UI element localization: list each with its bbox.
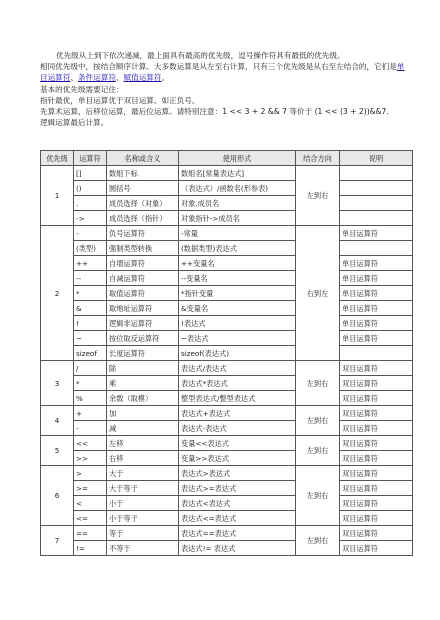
- operator-cell: *: [74, 286, 107, 301]
- note-cell: 双目运算符: [340, 511, 413, 526]
- name-cell: 长度运算符: [107, 346, 179, 361]
- name-cell: 大于: [107, 466, 179, 481]
- operator-cell: ==: [74, 526, 107, 541]
- intro-text: [40, 50, 410, 128]
- form-cell: 对象.成员名: [179, 196, 296, 211]
- table-row: [41, 496, 413, 511]
- assoc-cell: 左到右: [296, 361, 340, 406]
- name-cell: 加: [107, 406, 179, 421]
- assoc-cell: 左到右: [296, 436, 340, 466]
- name-cell: 乘: [107, 376, 179, 391]
- assoc-cell: 左到右: [296, 406, 340, 436]
- name-cell: 余数（取模）: [107, 391, 179, 406]
- header-operator: 运算符: [74, 151, 107, 166]
- conditional-operator-link[interactable]: 条件运算符: [77, 73, 116, 83]
- operator-cell: --: [74, 271, 107, 286]
- separator: 、: [70, 73, 78, 83]
- table-row: [41, 196, 413, 211]
- level-cell: 4: [41, 406, 74, 436]
- note-cell: [340, 211, 413, 226]
- operator-cell: ->: [74, 211, 107, 226]
- table-row: [41, 316, 413, 331]
- intro-line-2-text: 相同优先级中，按结合顺序计算。大多数运算是从左至右计算，只有三个优先级是从右至左结合的，它们是: [40, 62, 397, 72]
- header-name: 名称或含义: [107, 151, 179, 166]
- table-row: [41, 181, 413, 196]
- name-cell: 大于等于: [107, 481, 179, 496]
- table-row: [41, 346, 413, 361]
- note-cell: 双目运算符: [340, 481, 413, 496]
- name-cell: 自增运算符: [107, 256, 179, 271]
- form-cell: --变量名: [179, 271, 296, 286]
- operator-cell: (): [74, 181, 107, 196]
- name-cell: 小于: [107, 496, 179, 511]
- note-cell: [340, 181, 413, 196]
- note-cell: 双目运算符: [340, 466, 413, 481]
- note-cell: [340, 166, 413, 181]
- period: 。: [161, 73, 170, 83]
- name-cell: 成员选择（指针）: [107, 211, 179, 226]
- name-cell: 数组下标: [107, 166, 179, 181]
- note-cell: 双目运算符: [340, 436, 413, 451]
- operator-cell: %: [74, 391, 107, 406]
- note-cell: 双目运算符: [340, 361, 413, 376]
- note-cell: 单目运算符: [340, 256, 413, 271]
- operator-cell: .: [74, 196, 107, 211]
- form-cell: 对象指针->成员名: [179, 211, 296, 226]
- operator-cell: !: [74, 316, 107, 331]
- operator-cell: >: [74, 466, 107, 481]
- name-cell: 小于等于: [107, 511, 179, 526]
- table-row: [41, 466, 413, 481]
- intro-line-4: 指针最优，单目运算优于双目运算。如正负号。: [40, 95, 200, 105]
- table-row: [41, 451, 413, 466]
- form-cell: ~表达式: [179, 331, 296, 346]
- table-row: [41, 211, 413, 226]
- name-cell: 右移: [107, 451, 179, 466]
- form-cell: 表达式+表达式: [179, 406, 296, 421]
- separator: 、: [115, 73, 124, 83]
- form-cell: 表达式-表达式: [179, 421, 296, 436]
- header-form: 使用形式: [179, 151, 296, 166]
- form-cell: &变量名: [179, 301, 296, 316]
- operator-cell: /: [74, 361, 107, 376]
- operator-cell: +: [74, 406, 107, 421]
- note-cell: 双目运算符: [340, 496, 413, 511]
- operator-cell: sizeof: [74, 346, 107, 361]
- name-cell: 自减运算符: [107, 271, 179, 286]
- name-cell: 负号运算符: [107, 226, 179, 241]
- operator-cell: !=: [74, 541, 107, 556]
- operator-cell: -: [74, 421, 107, 436]
- note-cell: 双目运算符: [340, 376, 413, 391]
- name-cell: 逻辑非运算符: [107, 316, 179, 331]
- table-row: [41, 166, 413, 181]
- note-cell: 双目运算符: [340, 421, 413, 436]
- form-cell: 表达式/表达式: [179, 361, 296, 376]
- assoc-cell: 左到右: [296, 466, 340, 526]
- operator-cell: *: [74, 376, 107, 391]
- table-row: [41, 361, 413, 376]
- name-cell: 不等于: [107, 541, 179, 556]
- form-cell: 表达式!= 表达式: [179, 541, 296, 556]
- form-cell: 数组名[常量表达式]: [179, 166, 296, 181]
- name-cell: 强制类型转换: [107, 241, 179, 256]
- table-row: [41, 406, 413, 421]
- table-row: [41, 376, 413, 391]
- header-assoc: 结合方向: [296, 151, 340, 166]
- operator-cell: ++: [74, 256, 107, 271]
- note-cell: [340, 241, 413, 256]
- header-level: 优先级: [41, 151, 74, 166]
- operator-cell: []: [74, 166, 107, 181]
- operator-cell: (类型): [74, 241, 107, 256]
- intro-line-3: 基本的优先级需要记住：: [40, 84, 124, 94]
- assignment-operator-link[interactable]: 赋值运算符: [123, 73, 162, 83]
- table-row: [41, 526, 413, 541]
- name-cell: 等于: [107, 526, 179, 541]
- form-cell: *指针变量: [179, 286, 296, 301]
- table-row: [41, 436, 413, 451]
- operator-cell: ~: [74, 331, 107, 346]
- level-cell: 1: [41, 166, 74, 226]
- operator-cell: <<: [74, 436, 107, 451]
- table-row: [41, 301, 413, 316]
- operator-precedence-table: [40, 150, 413, 556]
- table-row: [41, 226, 413, 241]
- form-cell: （表达式）/函数名(形参表): [179, 181, 296, 196]
- note-cell: 单目运算符: [340, 301, 413, 316]
- table-body: [41, 166, 413, 556]
- header-note: 说明: [340, 151, 413, 166]
- unary-operator-link[interactable]: 单目运算符: [40, 62, 405, 83]
- table-row: [41, 286, 413, 301]
- level-cell: 2: [41, 226, 74, 361]
- name-cell: 除: [107, 361, 179, 376]
- note-cell: 双目运算符: [340, 451, 413, 466]
- form-cell: 变量>>表达式: [179, 451, 296, 466]
- assoc-cell: 左到右: [296, 166, 340, 226]
- note-cell: 双目运算符: [340, 541, 413, 556]
- form-cell: 表达式>=表达式: [179, 481, 296, 496]
- note-cell: [340, 196, 413, 211]
- intro-line-6: 逻辑运算最后计算。: [40, 118, 109, 128]
- table-row: [41, 421, 413, 436]
- intro-line-2: [40, 61, 410, 83]
- note-cell: 单目运算符: [340, 286, 413, 301]
- form-cell: (数据类型)表达式: [179, 241, 296, 256]
- note-cell: 单目运算符: [340, 331, 413, 346]
- level-cell: 3: [41, 361, 74, 406]
- form-cell: 表达式>表达式: [179, 466, 296, 481]
- note-cell: 单目运算符: [340, 226, 413, 241]
- table-header-row: [41, 151, 413, 166]
- table-row: [41, 391, 413, 406]
- note-cell: 双目运算符: [340, 526, 413, 541]
- table-row: [41, 511, 413, 526]
- form-cell: 整型表达式/整型表达式: [179, 391, 296, 406]
- table-row: [41, 241, 413, 256]
- note-cell: 单目运算符: [340, 271, 413, 286]
- form-cell: 表达式<表达式: [179, 496, 296, 511]
- form-cell: 表达式<=表达式: [179, 511, 296, 526]
- intro-line-1: 优先级从上到下依次递减，最上面具有最高的优先级，逗号操作符具有最低的优先级。: [56, 51, 345, 60]
- note-cell: 双目运算符: [340, 391, 413, 406]
- level-cell: 7: [41, 526, 74, 556]
- name-cell: 圆括号: [107, 181, 179, 196]
- note-cell: [340, 346, 413, 361]
- name-cell: 按位取反运算符: [107, 331, 179, 346]
- name-cell: 取值运算符: [107, 286, 179, 301]
- note-cell: 双目运算符: [340, 406, 413, 421]
- table-row: [41, 481, 413, 496]
- table-row: [41, 271, 413, 286]
- note-cell: 单目运算符: [340, 316, 413, 331]
- operator-cell: <: [74, 496, 107, 511]
- table-row: [41, 256, 413, 271]
- table-row: [41, 541, 413, 556]
- operator-cell: >=: [74, 481, 107, 496]
- table-row: [41, 331, 413, 346]
- form-cell: -常量: [179, 226, 296, 241]
- operator-cell: >>: [74, 451, 107, 466]
- name-cell: 取地址运算符: [107, 301, 179, 316]
- form-cell: sizeof(表达式): [179, 346, 296, 361]
- form-cell: !表达式: [179, 316, 296, 331]
- form-cell: ++变量名: [179, 256, 296, 271]
- level-cell: 6: [41, 466, 74, 526]
- assoc-cell: 右到左: [296, 226, 340, 361]
- form-cell: 表达式*表达式: [179, 376, 296, 391]
- name-cell: 左移: [107, 436, 179, 451]
- intro-line-5: 先算术运算，后移位运算，最后位运算。请特别注意：1 << 3 + 2 && 7 等价于 (1 << (3 + 2))&&7.: [40, 107, 389, 117]
- operator-cell: &: [74, 301, 107, 316]
- operator-cell: -: [74, 226, 107, 241]
- assoc-cell: 左到右: [296, 526, 340, 556]
- name-cell: 减: [107, 421, 179, 436]
- level-cell: 5: [41, 436, 74, 466]
- form-cell: 变量<<表达式: [179, 436, 296, 451]
- operator-cell: <=: [74, 511, 107, 526]
- form-cell: 表达式==表达式: [179, 526, 296, 541]
- name-cell: 成员选择（对象）: [107, 196, 179, 211]
